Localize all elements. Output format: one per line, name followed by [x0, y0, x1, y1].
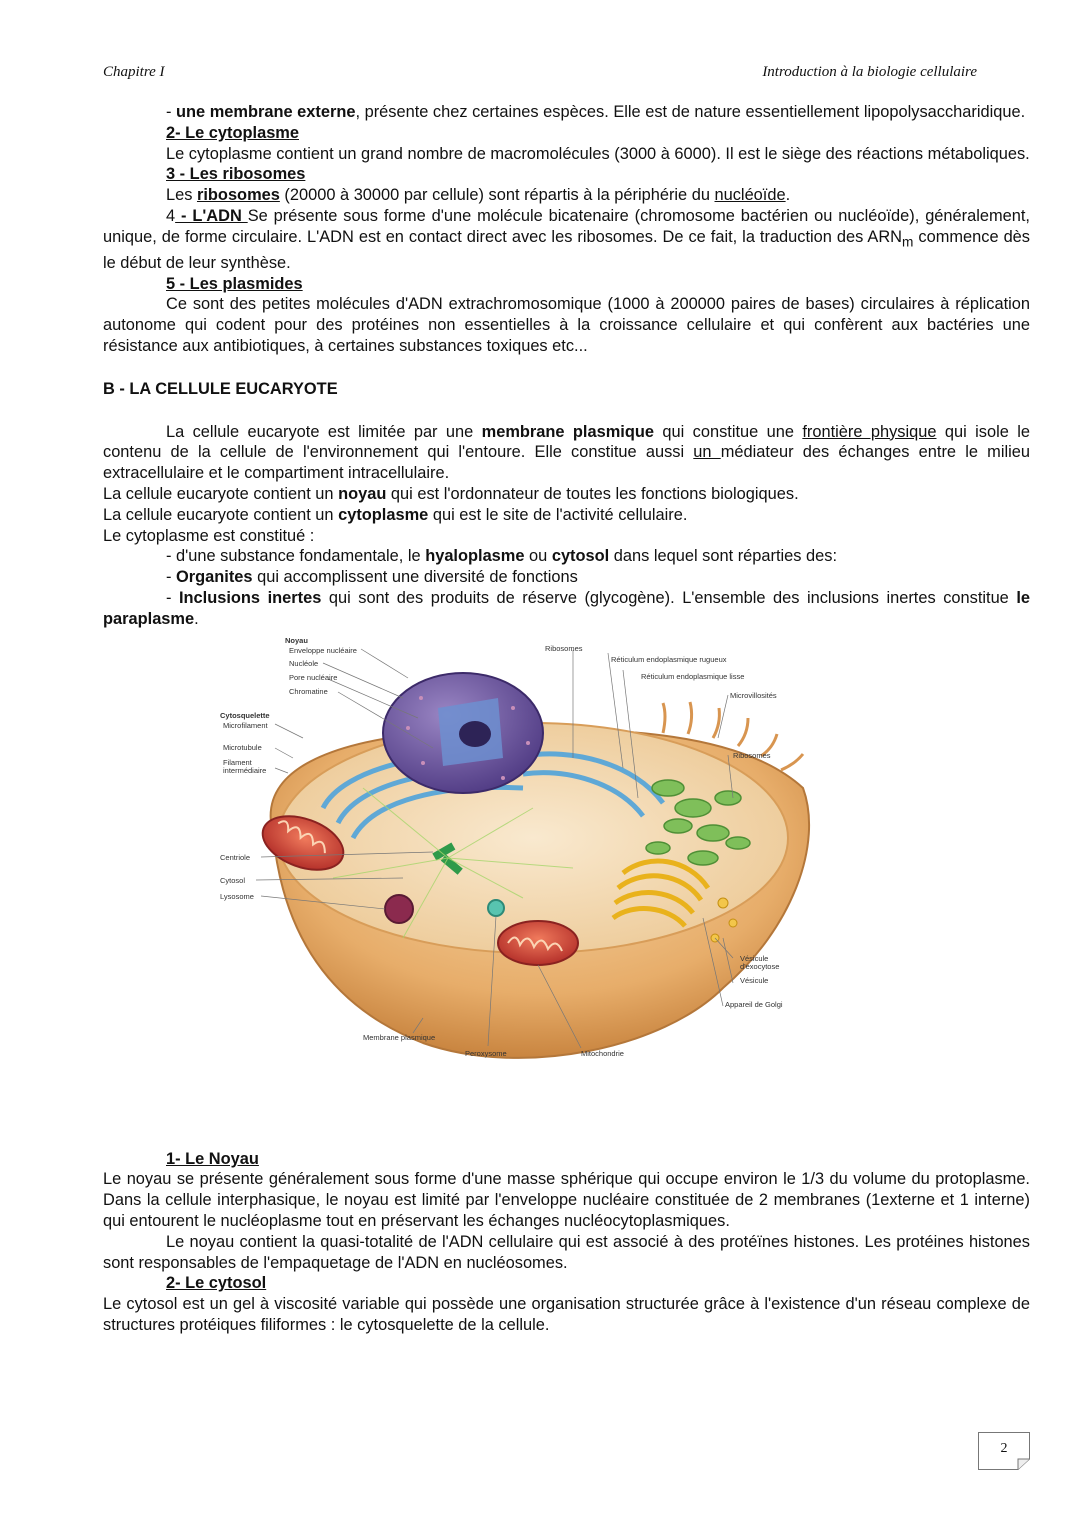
label-ribosomes-right: Ribosomes: [733, 750, 771, 760]
heading-plasmides: [103, 274, 1030, 295]
label-intermediaire: intermédiaire: [223, 765, 267, 775]
page-content: [103, 102, 1030, 1336]
label-membrane: Membrane plasmique: [363, 1032, 436, 1042]
paragraph-noyau-adn: Le noyau contient la quasi-totalité de l'ADN cellulaire qui est associé à des protéïnes histones. Les protéines histones sont responsables de l'empaquetage de l'ADN en nucléosomes.: [103, 1232, 1030, 1272]
label-golgi: Appareil de Golgi: [725, 999, 783, 1009]
heading-ribosomes: [103, 164, 1030, 185]
text: -: [166, 568, 177, 587]
bold-term: Organites: [176, 568, 253, 587]
text: qui accomplissent une diversité de fonctions: [252, 568, 578, 587]
text: La cellule eucaryote contient un: [103, 505, 339, 524]
label-rel: Réticulum endoplasmique lisse: [641, 671, 745, 681]
text: qui est le site de l'activité cellulaire.: [428, 505, 688, 524]
label-vesicule: Vésicule: [740, 975, 769, 985]
text: , présente chez certaines espèces. Elle est de nature essentiellement lipopolysaccharidique.: [355, 103, 1026, 121]
text: - d'une substance fondamentale, le: [166, 547, 426, 566]
label-filament: Filament: [223, 757, 252, 767]
paragraph-adn: [103, 206, 1030, 274]
text: La cellule eucaryote contient un: [103, 485, 339, 504]
paragraph-cytoplasme: Le cytoplasme contient un grand nombre de macromolécules (3000 à 6000). Il est le siège des réactions métaboliques.: [166, 144, 1030, 163]
label-noyau: Noyau: [285, 637, 308, 645]
label-rer: Réticulum endoplasmique rugueux: [611, 654, 727, 664]
section-title: 5 - Les plasmides: [166, 274, 303, 293]
paragraph-ribosomes: [103, 185, 1030, 206]
label-microvillosites: Microvillosités: [730, 690, 777, 700]
bold-term: membrane plasmique: [481, 422, 654, 441]
paragraph-cytosol: Le cytosol est un gel à viscosité variable qui possède une organisation structurée grâce à l'existence d'un réseau complexe de structures protéiques filiformes : le cytosquelette de la cellule.: [103, 1295, 1030, 1334]
text: qui est l'ordonnateur de toutes les fonctions biologiques.: [386, 485, 799, 504]
underlined-term: nucléoïde: [714, 186, 786, 205]
text: commence dès le début de leur synthèse.: [103, 227, 1030, 272]
paragraph-plasmides: Ce sont des petites molécules d'ADN extrachromosomique (1000 à 200000 paires de bases) circulaires à réplication autonome qui codent pour des protéines non essentielles à la croissance cellulaire et qui confèrent aux bactéries une résistance aux antibiotiques, à certaines substances toxiques etc...: [103, 295, 1030, 356]
page-number-box: [978, 1432, 1030, 1470]
label-peroxysome: Peroxysome: [465, 1048, 507, 1058]
bold-term: cytosol: [551, 547, 610, 566]
label-vesicule-exo-2: d'exocytose: [740, 961, 780, 971]
text: médiateur des échanges entre le milieu extracellulaire et le compartiment intracellulaire.: [103, 443, 1030, 483]
label-mitochondrie: Mitochondrie: [581, 1048, 624, 1058]
text: qui sont des produits de réserve (glycogène). L'ensemble des inclusions inertes constitue: [321, 589, 1017, 608]
label-lysosome: Lysosome: [220, 891, 254, 901]
text: qui isole le contenu de la cellule de l'environnement qui l'entoure. Elle constitue aussi: [103, 422, 1030, 462]
text: -: [166, 103, 177, 121]
heading-noyau: [103, 1149, 1030, 1170]
section-title: - L'ADN: [175, 206, 248, 225]
label-nucleole: Nucléole: [289, 658, 319, 668]
cell-illustration: [103, 638, 1030, 1113]
text: -: [166, 589, 179, 608]
section-title: 3 - Les ribosomes: [166, 165, 306, 184]
label-vesicule-exo-1: Vésicule: [740, 953, 769, 963]
header-chapter: Chapitre I: [103, 64, 165, 80]
section-title: 2- Le cytosol: [166, 1274, 267, 1293]
label-cytosol: Cytosol: [220, 875, 246, 885]
text: ou: [524, 547, 552, 566]
paragraph-outer-membrane: [103, 102, 1030, 123]
bold-term: cytoplasme: [338, 505, 429, 524]
section-title: 2- Le cytoplasme: [166, 123, 299, 142]
text: Les: [166, 186, 197, 205]
header-title: Introduction à la biologie cellulaire: [762, 64, 977, 80]
label-ribosomes-top: Ribosomes: [545, 643, 583, 653]
bold-term: ribosomes: [196, 186, 280, 205]
label-chromatine: Chromatine: [289, 686, 328, 696]
label-microfilament: Microfilament: [223, 720, 268, 730]
list-item-organites: [103, 567, 1030, 588]
eukaryotic-cell-diagram: [103, 638, 1030, 1113]
bold-term: le paraplasme: [103, 589, 1030, 628]
paragraph-cytoplasme-constitution: Le cytoplasme est constitué :: [103, 526, 315, 545]
text: .: [785, 186, 791, 205]
text: La cellule eucaryote est limitée par une: [166, 422, 482, 441]
paragraph-membrane-plasmique: [103, 422, 1030, 484]
label-enveloppe: Enveloppe nucléaire: [289, 645, 357, 655]
text: .: [194, 609, 199, 628]
label-cytosquelette: Cytosquelette: [220, 710, 270, 720]
label-pore: Pore nucléaire: [289, 672, 338, 682]
underlined-term: un: [693, 443, 721, 462]
text: dans lequel sont réparties des:: [609, 547, 838, 566]
text: Se présente sous forme d'une molécule bicatenaire (chromosome bactérien ou nucléoïde), généralement, unique, de forme circulaire. L'ADN est en contact direct avec les ribosomes. De ce fait, la traduction des ARN: [103, 206, 1030, 246]
peroxysome: [488, 900, 504, 916]
list-item-hyaloplasme: [103, 546, 1030, 567]
bold-term: noyau: [338, 485, 387, 504]
heading-cytoplasme: [103, 123, 1030, 144]
label-centriole: Centriole: [220, 852, 251, 862]
section-heading-eucaryote: B - LA CELLULE EUCARYOTE: [103, 379, 338, 398]
bold-term: hyaloplasme: [425, 547, 525, 566]
section-title: 1- Le Noyau: [166, 1149, 259, 1168]
paragraph-cytoplasme-intro: [103, 505, 1030, 526]
label-microtubule: Microtubule: [223, 742, 262, 752]
page-number: 2: [1000, 1441, 1008, 1456]
paragraph-noyau-intro: [103, 484, 1030, 505]
section-number: 4: [166, 206, 176, 225]
bold-term: une membrane externe: [176, 103, 356, 121]
bold-term: Inclusions inertes: [178, 589, 322, 608]
paragraph-noyau: Le noyau se présente généralement sous forme d'une masse sphérique qui occupe environ le 1/3 du volume du protoplasme. Dans la cellule interphasique, le noyau est limité par l'enveloppe nucléaire constituée de 2 membranes (1externe et 1 interne) qui entourent le nucléoplasme tout en préservant les échanges nucléocytoplasmiques.: [103, 1170, 1030, 1230]
lysosome: [385, 895, 413, 923]
underlined-term: frontière physique: [802, 422, 937, 441]
text: qui constitue une: [654, 422, 803, 441]
heading-cytosol: [103, 1273, 1030, 1294]
subscript: m: [902, 234, 914, 250]
text: (20000 à 30000 par cellule) sont répartis à la périphérie du: [279, 186, 715, 205]
list-item-inclusions: [103, 588, 1030, 630]
